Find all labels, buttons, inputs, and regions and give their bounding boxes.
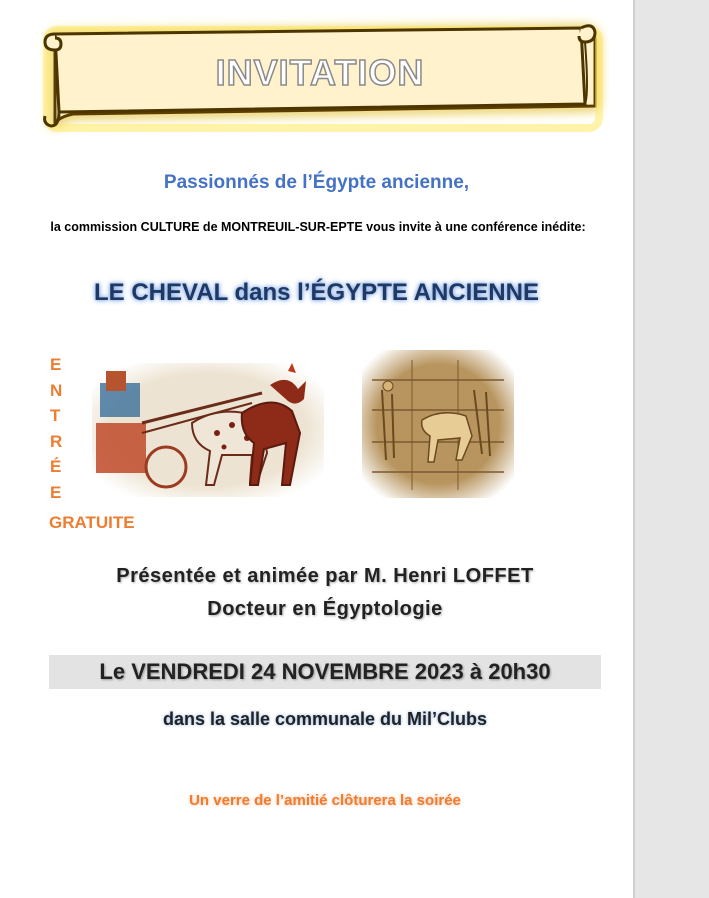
entry-letter: E [50, 482, 62, 502]
conference-title: LE CHEVAL dans l’ÉGYPTE ANCIENNE [94, 279, 539, 306]
entry-letter: T [50, 406, 61, 425]
entry-letter: É [50, 457, 62, 476]
entry-letter: E [50, 355, 62, 374]
presenter-title: Docteur en Égyptologie [207, 598, 443, 620]
intro-text: la commission CULTURE de MONTREUIL-SUR-EPTE vous invite à une conférence inédite: [50, 220, 586, 234]
entry-letter: R [50, 431, 63, 451]
entry-vertical-word [50, 352, 70, 505]
presenter-line: Présentée et animée par M. Henri LOFFET [116, 565, 534, 587]
event-venue: dans la salle communale du Mil’Clubs [162, 709, 488, 729]
page-edge-divider [633, 0, 635, 898]
presenter-block [0, 560, 650, 626]
entry-letter: N [50, 380, 63, 400]
subtitle: Passionnés de l’Égypte ancienne, [163, 172, 470, 193]
stone-relief-image [362, 350, 514, 498]
free-entry-label: GRATUITE [49, 513, 135, 532]
event-date: Le VENDREDI 24 NOVEMBRE 2023 à 20h30 [49, 655, 601, 689]
invitation-title: INVITATION [215, 52, 425, 93]
chariot-painting-image [92, 363, 324, 497]
closing-note: Un verre de l’amitié clôturera la soirée [189, 792, 461, 809]
